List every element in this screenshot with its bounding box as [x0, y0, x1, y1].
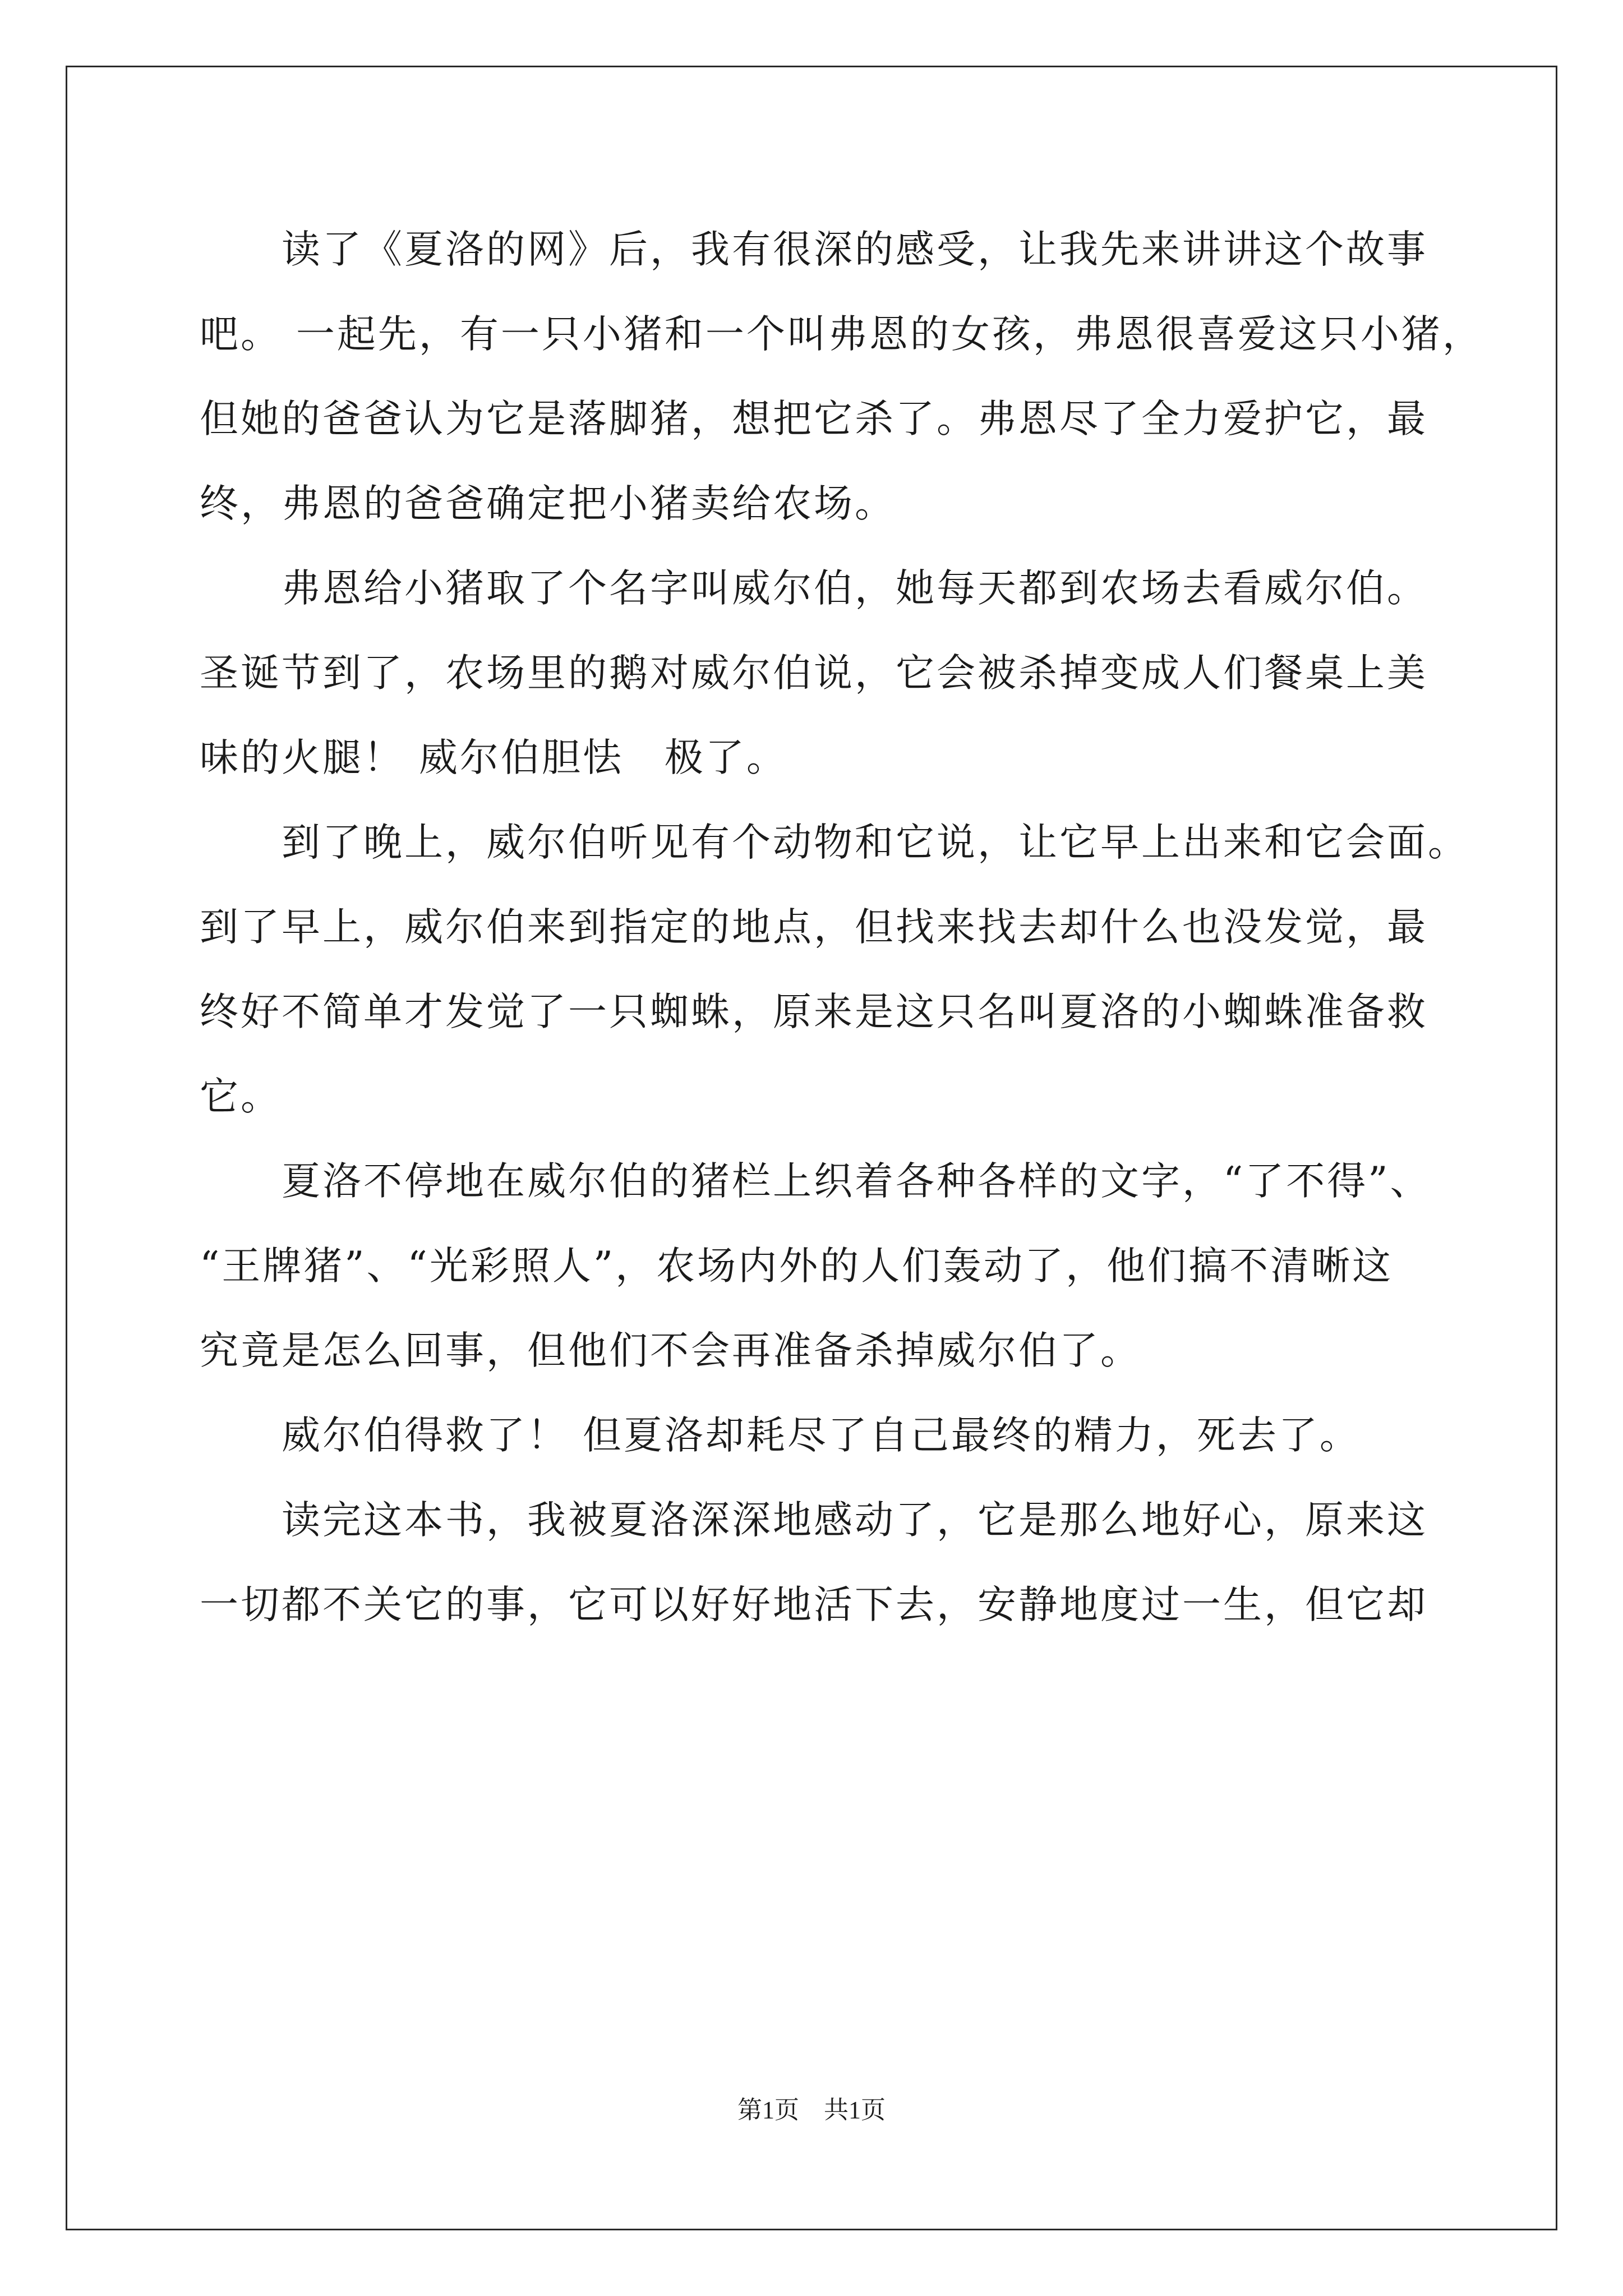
text-line: 弗恩给小猪取了个名字叫威尔伯，她每天都到农场去看威尔伯。: [200, 566, 1428, 611]
text-line: 到了晚上，威尔伯听见有个动物和它说，让它早上出来和它会面。: [200, 820, 1469, 865]
text-line: 一切都不关它的事，它可以好好地活下去，安静地度过一生，但它却: [200, 1582, 1428, 1627]
text-line: 威尔伯得救了！ 但夏洛却耗尽了自己最终的精力，死去了。: [200, 1413, 1361, 1458]
text-line: 但她的爸爸认为它是落脚猪，想把它杀了。弗恩尽了全力爱护它，最: [200, 397, 1428, 441]
text-line: 夏洛不停地在威尔伯的猪栏上织着各种各样的文字，“了不得”、: [200, 1159, 1431, 1204]
text-line: 它。: [200, 1074, 282, 1119]
text-line: 终好不简单才发觉了一只蜘蛛，原来是这只名叫夏洛的小蜘蛛准备救: [200, 990, 1428, 1034]
text-line: 到了早上，威尔伯来到指定的地点，但找来找去却什么也没发觉，最: [200, 905, 1428, 950]
text-line: 终，弗恩的爸爸确定把小猪卖给农场。: [200, 481, 896, 526]
text-line: 味的火腿！ 威尔伯胆怯 极了。: [200, 735, 787, 780]
document-body: [200, 208, 1484, 1648]
page-number-footer: 第1页 共1页: [737, 2096, 886, 2124]
text-line: 圣诞节到了，农场里的鹅对威尔伯说，它会被杀掉变成人们餐桌上美: [200, 651, 1428, 696]
text-line: 读了《夏洛的网》后，我有很深的感受，让我先来讲讲这个故事: [200, 227, 1428, 272]
text-line: 读完这本书，我被夏洛深深地感动了，它是那么地好心，原来这: [200, 1498, 1428, 1543]
text-line: 吧。 一起先，有一只小猪和一个叫弗恩的女孩，弗恩很喜爱这只小猪，: [200, 312, 1483, 357]
text-line: “王牌猪”、“光彩照人”，农场内外的人们轰动了，他们搞不清晰这: [200, 1244, 1394, 1289]
text-line: 究竟是怎么回事，但他们不会再准备杀掉威尔伯了。: [200, 1328, 1141, 1373]
